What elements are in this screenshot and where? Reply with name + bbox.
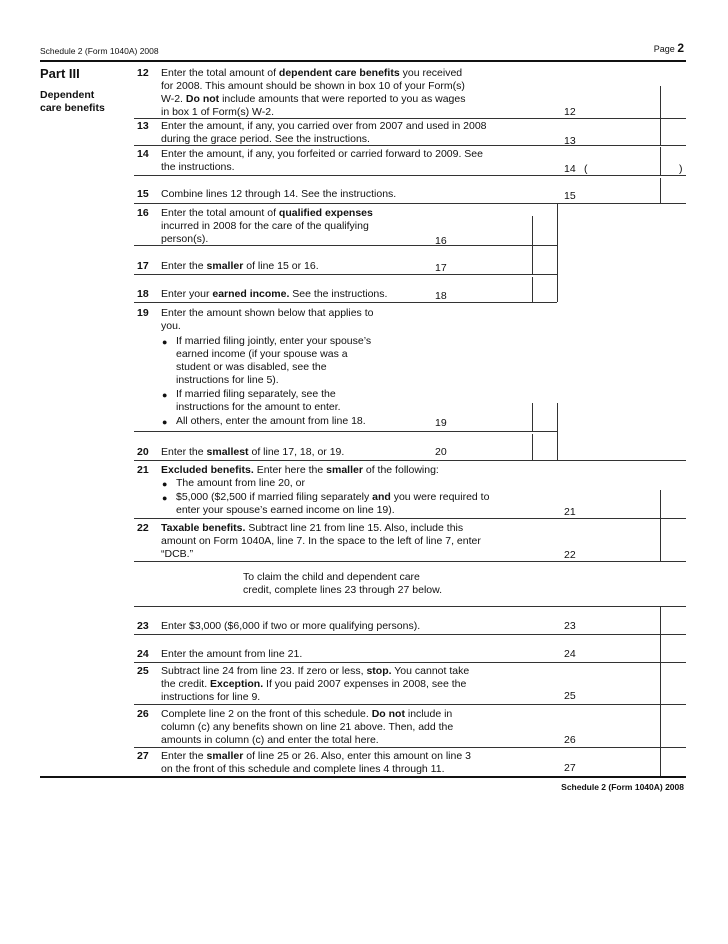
line-16-text-a: Enter the total amount of qualified expenses bbox=[161, 207, 373, 219]
line-17-num: 17 bbox=[137, 260, 149, 272]
line-19-bullet-1-b: earned income (if your spouse was a bbox=[176, 348, 348, 360]
form-footer: Schedule 2 (Form 1040A) 2008 bbox=[561, 782, 684, 792]
line-26-text-a: Complete line 2 on the front of this schedule. Do not include in bbox=[161, 708, 453, 720]
line-22-text-c: “DCB.” bbox=[161, 548, 194, 560]
line-26-box-label: 26 bbox=[564, 734, 576, 746]
page-prefix: Page bbox=[653, 44, 678, 54]
line-22-box-label: 22 bbox=[564, 549, 576, 561]
line-12-box-label: 12 bbox=[564, 106, 576, 118]
line-25-text-a: Subtract line 24 from line 23. If zero or less, stop. You cannot take bbox=[161, 665, 470, 677]
line-18-num: 18 bbox=[137, 288, 149, 300]
line-15-rule bbox=[134, 203, 686, 204]
footer-rule bbox=[40, 776, 686, 778]
line-21-rule bbox=[134, 518, 686, 519]
line-12-entry-divider bbox=[660, 86, 661, 122]
line-19-bullet-3: ● bbox=[162, 417, 168, 427]
line-19-text-a: Enter the amount shown below that applies to bbox=[161, 307, 374, 319]
note-text-b: credit, complete lines 23 through 27 below. bbox=[243, 584, 443, 596]
line-26-rule bbox=[134, 747, 686, 748]
line-14-text-b: the instructions. bbox=[161, 161, 235, 173]
line-24-text: Enter the amount from line 21. bbox=[161, 648, 303, 660]
line-12-num: 12 bbox=[137, 67, 149, 79]
line-19-bullet-2-a: If married filing separately, see the bbox=[176, 388, 336, 400]
line-25-text-b: the credit. Exception. If you paid 2007 expenses in 2008, see the bbox=[161, 678, 467, 690]
line-19-bullet-1-c: student or was disabled, see the bbox=[176, 361, 327, 373]
note-text-a: To claim the child and dependent care bbox=[243, 571, 420, 583]
line-26-text-b: column (c) any benefits shown on line 21 above. Then, add the bbox=[161, 721, 454, 733]
line-16-num: 16 bbox=[137, 207, 149, 219]
line-23-num: 23 bbox=[137, 620, 149, 632]
line-22-num: 22 bbox=[137, 522, 149, 534]
line-24-num: 24 bbox=[137, 648, 149, 660]
line-16-text-c: person(s). bbox=[161, 233, 209, 245]
line-14-num: 14 bbox=[137, 148, 149, 160]
line-19-bullet-3-text: All others, enter the amount from line 18. bbox=[176, 415, 366, 427]
line-25-rule bbox=[134, 704, 686, 705]
lines-16-18-right-border bbox=[557, 204, 558, 302]
line-24-box-label: 24 bbox=[564, 648, 576, 660]
line-21-entry-divider bbox=[660, 490, 661, 520]
line-19-entry-divider bbox=[532, 403, 533, 432]
line-14-paren-close: ) bbox=[679, 163, 683, 175]
line-20-entry-divider bbox=[532, 434, 533, 460]
line-17-rule bbox=[134, 274, 557, 275]
line-17-text: Enter the smaller of line 15 or 16. bbox=[161, 260, 319, 272]
page-num: 2 bbox=[677, 41, 684, 55]
line-23-box-label: 23 bbox=[564, 620, 576, 632]
line-27-text-a: Enter the smaller of line 25 or 26. Also, enter this amount on line 3 bbox=[161, 750, 471, 762]
line-21-num: 21 bbox=[137, 464, 149, 476]
line-19-text-b: you. bbox=[161, 320, 181, 332]
line-16-rule bbox=[134, 245, 557, 246]
line-18-entry-divider bbox=[532, 277, 533, 302]
line-24-rule bbox=[134, 662, 686, 663]
line-27-text-b: on the front of this schedule and complete lines 4 through 11. bbox=[161, 763, 445, 775]
line-12-text-a: Enter the total amount of dependent care benefits you received bbox=[161, 67, 463, 79]
line-19-bullet-1-a: If married filing jointly, enter your spouse’s bbox=[176, 335, 372, 347]
line-25-entry-divider bbox=[660, 662, 661, 704]
line-16-text-b: incurred in 2008 for the care of the qualifying bbox=[161, 220, 369, 232]
line-20-text: Enter the smallest of line 17, 18, or 19. bbox=[161, 446, 345, 458]
line-19-bullet-2: ● bbox=[162, 390, 168, 400]
line-27-entry-divider bbox=[660, 747, 661, 776]
line-19-rule bbox=[134, 431, 557, 432]
line-18-box-label: 18 bbox=[435, 290, 447, 302]
line-25-num: 25 bbox=[137, 665, 149, 677]
line-21-bullet-1-text: The amount from line 20, or bbox=[176, 477, 305, 489]
line-16-box-label: 16 bbox=[435, 235, 447, 247]
line-15-num: 15 bbox=[137, 188, 149, 200]
line-20-num: 20 bbox=[137, 446, 149, 458]
line-12-text-b: for 2008. This amount should be shown in box 10 of your Form(s) bbox=[161, 80, 465, 92]
line-13-rule bbox=[134, 145, 686, 146]
line-22-text-a: Taxable benefits. Subtract line 21 from line 15. Also, include this bbox=[161, 522, 464, 534]
line-15-entry-divider bbox=[660, 178, 661, 204]
line-27-box-label: 27 bbox=[564, 762, 576, 774]
line-20-box-label: 20 bbox=[435, 446, 447, 458]
line-14-entry-divider bbox=[660, 147, 661, 175]
line-19-bullet-2-b: instructions for the amount to enter. bbox=[176, 401, 341, 413]
part-subtitle-1: Dependent bbox=[40, 89, 95, 101]
header-rule bbox=[40, 60, 686, 62]
line-19-num: 19 bbox=[137, 307, 149, 319]
line-12-text-d: in box 1 of Form(s) W-2. bbox=[161, 106, 274, 118]
line-26-text-c: amounts in column (c) and enter the total here. bbox=[161, 734, 379, 746]
line-25-box-label: 25 bbox=[564, 690, 576, 702]
line-22-text-b: amount on Form 1040A, line 7. In the space to the left of line 7, enter bbox=[161, 535, 481, 547]
form-header-left: Schedule 2 (Form 1040A) 2008 bbox=[40, 46, 159, 56]
line-24-entry-divider bbox=[660, 634, 661, 662]
line-21-bullet-2: ● bbox=[162, 493, 168, 503]
line-17-box-label: 17 bbox=[435, 262, 447, 274]
line-17-entry-divider bbox=[532, 248, 533, 275]
line-21-bullet-1: ● bbox=[162, 479, 168, 489]
lines-19-20-right-border bbox=[557, 403, 558, 460]
line-14-rule bbox=[134, 175, 686, 176]
line-22-entry-divider bbox=[660, 520, 661, 562]
line-23-rule bbox=[134, 634, 686, 635]
line-13-text-a: Enter the amount, if any, you carried over from 2007 and used in 2008 bbox=[161, 120, 487, 132]
line-21-bullet-2-b: enter your spouse’s earned income on line 19). bbox=[176, 504, 395, 516]
line-21-text-a: Excluded benefits. Enter here the smaller of the following: bbox=[161, 464, 439, 476]
line-25-text-c: instructions for line 9. bbox=[161, 691, 261, 703]
line-19-bullet-1: ● bbox=[162, 337, 168, 347]
line-12-text-c: W-2. Do not include amounts that were reported to you as wages bbox=[161, 93, 466, 105]
line-14-paren-open: ( bbox=[584, 163, 588, 175]
line-23-text: Enter $3,000 ($6,000 if two or more qualifying persons). bbox=[161, 620, 421, 632]
line-18-text: Enter your earned income. See the instructions. bbox=[161, 288, 388, 300]
line-23-entry-divider bbox=[660, 606, 661, 634]
line-18-rule bbox=[134, 302, 557, 303]
line-14-text-a: Enter the amount, if any, you forfeited or carried forward to 2009. See bbox=[161, 148, 483, 160]
part-subtitle-2: care benefits bbox=[40, 102, 105, 114]
line-13-box-label: 13 bbox=[564, 135, 576, 147]
line-15-text: Combine lines 12 through 14. See the instructions. bbox=[161, 188, 397, 200]
line-21-bullet-2-a: $5,000 ($2,500 if married filing separately and you were required to bbox=[176, 491, 490, 503]
line-14-box-label: 14 bbox=[564, 163, 576, 175]
line-21-box-label: 21 bbox=[564, 506, 576, 518]
page-number bbox=[654, 42, 684, 56]
line-27-num: 27 bbox=[137, 750, 149, 762]
part-title: Part III bbox=[40, 66, 80, 81]
line-19-bullet-1-d: instructions for line 5). bbox=[176, 374, 279, 386]
note-rule bbox=[134, 606, 686, 607]
line-15-box-label: 15 bbox=[564, 190, 576, 202]
line-20-rule bbox=[134, 460, 686, 461]
line-13-text-b: during the grace period. See the instructions. bbox=[161, 133, 370, 145]
line-26-num: 26 bbox=[137, 708, 149, 720]
line-13-entry-divider bbox=[660, 120, 661, 146]
line-12-rule bbox=[134, 118, 686, 119]
line-13-num: 13 bbox=[137, 120, 149, 132]
line-22-rule bbox=[134, 561, 686, 562]
line-26-entry-divider bbox=[660, 704, 661, 748]
line-19-box-label: 19 bbox=[435, 417, 447, 429]
